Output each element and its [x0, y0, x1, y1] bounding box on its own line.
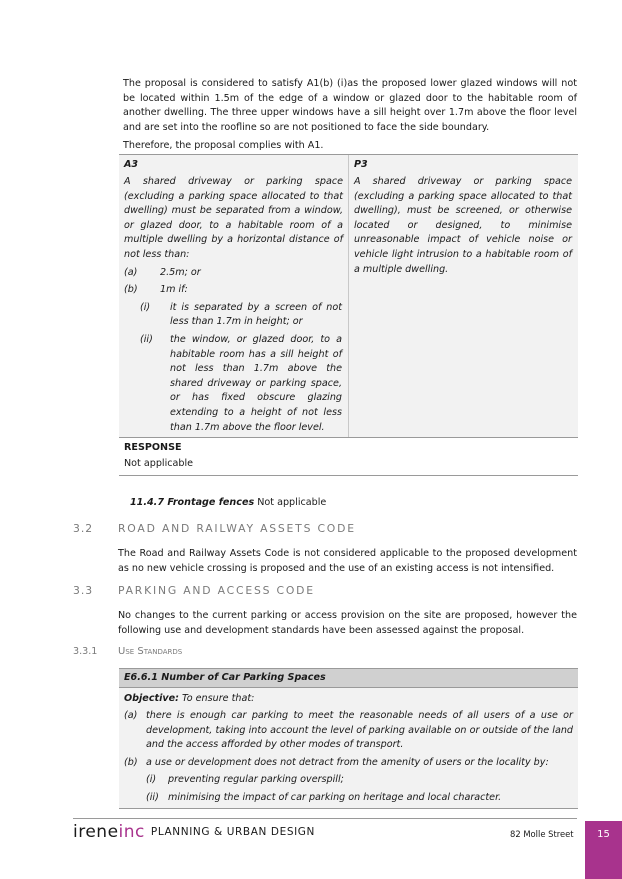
- section-3-2-number: 3.2: [73, 522, 94, 535]
- section-3-3-number: 3.3: [73, 584, 94, 597]
- e6-objective-label: Objective:: [124, 693, 179, 704]
- a3-item-b-label: (b): [124, 284, 138, 296]
- e6-item-a-text: there is enough car parking to meet the reasonable needs of all users of a use or development, taking into account the level of parking available on or outside of the land and the access afforded by other modes of transport.: [146, 710, 573, 751]
- section-3-3-title: PARKING AND ACCESS CODE: [118, 584, 315, 597]
- frontage-fences-label: 11.4.7 Frontage fences: [130, 497, 255, 508]
- company-logo: [73, 822, 315, 842]
- a3-item-i: [124, 301, 343, 330]
- e6-item-ii: [124, 791, 573, 806]
- a3-p3-table: [119, 154, 578, 476]
- a3-item-i-label: (i): [140, 301, 151, 313]
- a3-item-b-text: 1m if:: [160, 284, 188, 296]
- section-3-3-1-title: Use Standards: [118, 646, 183, 657]
- a3-item-a-text: 2.5m; or: [160, 266, 201, 278]
- a3-heading: A3: [124, 159, 139, 170]
- logo-tagline: PLANNING & URBAN DESIGN: [150, 826, 315, 838]
- intro-paragraph: The proposal is considered to satisfy A1(b) (i)as the proposed lower glazed windows will not be located within 1.5m of the edge of a window or glazed door to the habitable room of another dwelling. The three upper windows have a sill height over 1.7m above the floor level and are set into the roofline so are not positioned to face the side boundary.: [123, 78, 577, 133]
- e6-item-b-text: a use or development does not detract from the amenity of users or the locality by:: [146, 756, 549, 768]
- a3-item-b: [124, 283, 343, 298]
- section-3-3-heading: [73, 584, 315, 597]
- a3-item-ii-text: the window, or glazed door, to a habitable room has a sill height of not less than 1.7m above the shared driveway or parking space, or has fixed obscure glazing extending to a height of not less than 1.7m above the floor level.: [170, 333, 342, 433]
- frontage-fences-value: Not applicable: [257, 497, 327, 508]
- e6-objective: [124, 691, 573, 706]
- section-3-3-1-number: 3.3.1: [73, 646, 98, 657]
- e6-body: [119, 688, 578, 808]
- section-3-2-heading: [73, 522, 356, 535]
- e6-item-i-text: preventing regular parking overspill;: [168, 774, 344, 786]
- logo-wordmark-inc: inc: [118, 822, 145, 842]
- p3-column: [348, 155, 577, 437]
- e6-heading: E6.6.1 Number of Car Parking Spaces: [119, 668, 578, 688]
- section-3-2-title: ROAD AND RAILWAY ASSETS CODE: [118, 522, 356, 535]
- footer-street: 82 Molle Street: [510, 829, 574, 839]
- e6-table: [119, 668, 578, 809]
- frontage-fences-line: [130, 497, 326, 508]
- page-number: 15: [597, 829, 610, 840]
- e6-item-ii-label: (ii): [146, 791, 159, 803]
- e6-item-i: [124, 773, 573, 788]
- response-row: [119, 437, 578, 475]
- e6-item-i-label: (i): [146, 774, 157, 786]
- a3-item-a: [124, 266, 343, 281]
- a3-item-ii: [124, 333, 343, 435]
- section-3-3-text: No changes to the current parking or access provision on the site are proposed, however the following use and development standards have been assessed against the proposal.: [118, 610, 577, 636]
- e6-item-a: [124, 709, 573, 753]
- a3-item-a-label: (a): [124, 266, 138, 278]
- e6-objective-text: To ensure that:: [182, 693, 255, 704]
- intro-conclusion: Therefore, the proposal complies with A1.: [123, 140, 324, 151]
- p3-heading: P3: [354, 159, 368, 170]
- a3-item-ii-label: (ii): [140, 333, 153, 345]
- p3-text: A shared driveway or parking space (excluding a parking space allocated to that dwelling), must be screened, or otherwise located or designed, to minimise unreasonable impact of vehicle noise or vehicle light intrusion to a habitable room of a multiple dwelling.: [354, 176, 572, 275]
- page-number-box: [585, 821, 622, 879]
- e6-item-a-label: (a): [124, 710, 138, 721]
- e6-item-ii-text: minimising the impact of car parking on heritage and local character.: [168, 791, 502, 803]
- a3-text: A shared driveway or parking space (excluding a parking space allocated to that dwelling) must be separated from a window, or glazed door, to a habitable room of a multiple dwelling by a horizontal distance of not less than:: [124, 176, 343, 260]
- a3-column: [119, 155, 348, 437]
- e6-item-b-label: (b): [124, 756, 138, 768]
- e6-item-b: [124, 756, 573, 771]
- section-3-2-text: The Road and Railway Assets Code is not considered applicable to the proposed development as no new vehicle crossing is proposed and the use of an existing access is not intensified.: [118, 548, 577, 574]
- response-heading: RESPONSE: [124, 442, 182, 454]
- a3-item-i-text: it is separated by a screen of not less than 1.7m in height; or: [170, 301, 342, 328]
- section-3-3-1-heading: [73, 646, 182, 657]
- logo-wordmark-irene: irene: [73, 822, 119, 842]
- a3-p3-row: [119, 155, 578, 437]
- footer-divider: [73, 818, 577, 819]
- response-text: Not applicable: [124, 458, 194, 470]
